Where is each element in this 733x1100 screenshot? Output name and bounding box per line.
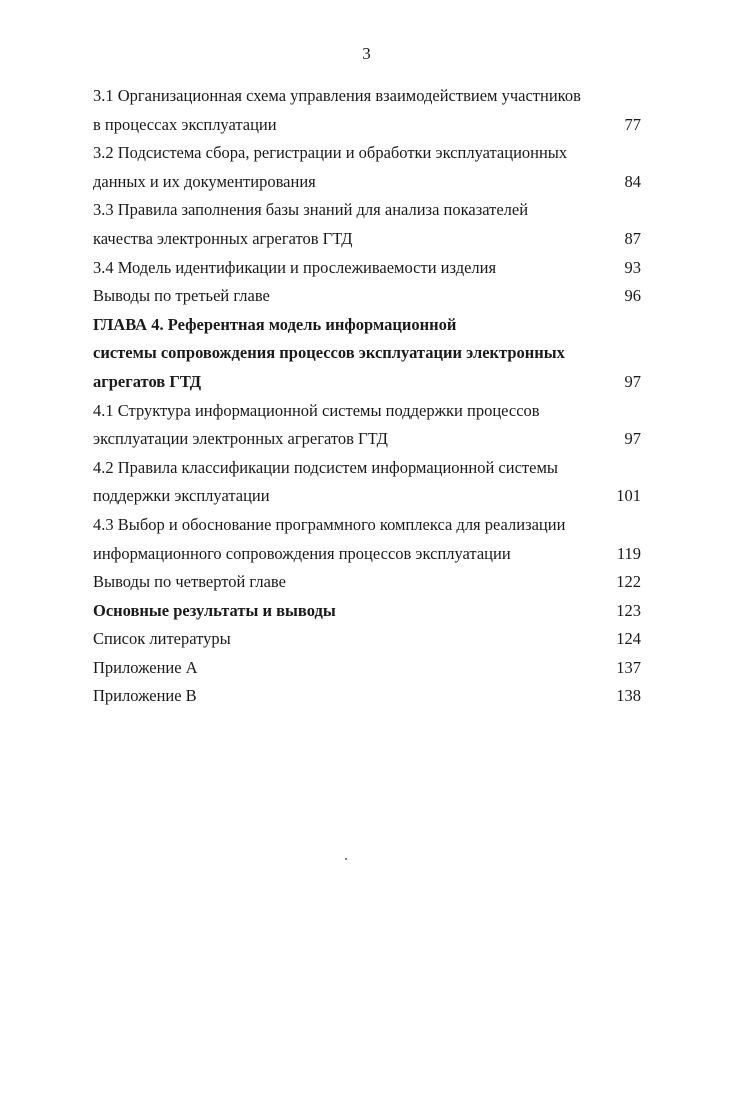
toc-entry-title: 3.2 Подсистема сбора, регистрации и обработки эксплуатационных (93, 143, 568, 163)
toc-entry (93, 139, 641, 196)
toc-entry (93, 625, 641, 654)
toc-entry (93, 654, 641, 683)
toc-line (93, 625, 641, 654)
page-number: 3 (362, 44, 371, 63)
table-of-contents (93, 82, 641, 711)
toc-entry-title: Основные результаты и выводы (93, 600, 336, 620)
toc-line (93, 511, 641, 540)
toc-line (93, 82, 641, 111)
toc-entry-page-number: 123 (616, 600, 641, 620)
toc-entry-title: ГЛАВА 4. Референтная модель информационной (93, 314, 457, 334)
toc-line (93, 339, 641, 368)
toc-line (93, 311, 641, 340)
toc-entry (93, 82, 641, 139)
toc-entry-page-number: 77 (624, 114, 641, 134)
toc-line (93, 168, 641, 197)
toc-entry-page-number: 97 (624, 371, 641, 391)
toc-entry-page-number: 97 (624, 429, 641, 449)
toc-entry-page-number: 137 (616, 657, 641, 677)
toc-entry-title: Выводы по четвертой главе (93, 572, 286, 592)
toc-line (93, 425, 641, 454)
toc-line (93, 568, 641, 597)
toc-entry-page-number: 96 (624, 286, 641, 306)
toc-line (93, 654, 641, 683)
toc-entry (93, 682, 641, 711)
toc-entry-title: поддержки эксплуатации (93, 486, 270, 506)
toc-entry-page-number: 93 (624, 257, 641, 277)
toc-entry-title: 4.2 Правила классификации подсистем информационной системы (93, 457, 558, 477)
toc-entry-page-number: 101 (616, 486, 641, 506)
toc-entry-title: Приложение В (93, 686, 197, 706)
toc-line (93, 225, 641, 254)
scan-speck (345, 858, 347, 860)
toc-entry-title: Выводы по третьей главе (93, 286, 270, 306)
toc-line (93, 368, 641, 397)
toc-entry-page-number: 87 (624, 228, 641, 248)
toc-entry (93, 254, 641, 283)
toc-entry-title: качества электронных агрегатов ГТД (93, 228, 353, 248)
toc-entry-title: 3.4 Модель идентификации и прослеживаемости изделия (93, 257, 497, 277)
toc-entry-page-number: 138 (616, 686, 641, 706)
toc-entry (93, 454, 641, 511)
toc-entry (93, 311, 641, 397)
toc-line (93, 454, 641, 483)
toc-line (93, 397, 641, 426)
toc-entry-title: 3.3 Правила заполнения базы знаний для анализа показателей (93, 200, 529, 220)
toc-entry-title: информационного сопровождения процессов эксплуатации (93, 543, 511, 563)
toc-line (93, 540, 641, 569)
toc-entry (93, 568, 641, 597)
toc-entry (93, 511, 641, 568)
toc-entry-title: Список литературы (93, 629, 231, 649)
toc-entry-page-number: 84 (624, 171, 641, 191)
toc-line (93, 254, 641, 283)
toc-line (93, 597, 641, 626)
toc-entry-title: системы сопровождения процессов эксплуатации электронных (93, 343, 565, 363)
toc-line (93, 139, 641, 168)
toc-entry-title: 4.1 Структура информационной системы поддержки процессов (93, 400, 540, 420)
toc-entry-title: Приложение А (93, 657, 198, 677)
toc-entry-title: 4.3 Выбор и обоснование программного комплекса для реализации (93, 514, 566, 534)
toc-entry-page-number: 124 (616, 629, 641, 649)
toc-entry-page-number: 119 (616, 543, 641, 563)
toc-entry-title: 3.1 Организационная схема управления взаимодействием участников (93, 86, 581, 105)
toc-entry (93, 196, 641, 253)
toc-entry (93, 397, 641, 454)
toc-line (93, 682, 641, 711)
toc-line (93, 482, 641, 511)
toc-entry-title: агрегатов ГТД (93, 371, 202, 391)
toc-entry (93, 282, 641, 311)
toc-line (93, 282, 641, 311)
toc-line (93, 196, 641, 225)
toc-entry-title: данных и их документирования (93, 171, 316, 191)
toc-entry-title: в процессах эксплуатации (93, 114, 277, 134)
toc-entry-page-number: 122 (616, 572, 641, 592)
toc-line (93, 111, 641, 140)
toc-entry (93, 597, 641, 626)
toc-entry-title: эксплуатации электронных агрегатов ГТД (93, 429, 388, 449)
